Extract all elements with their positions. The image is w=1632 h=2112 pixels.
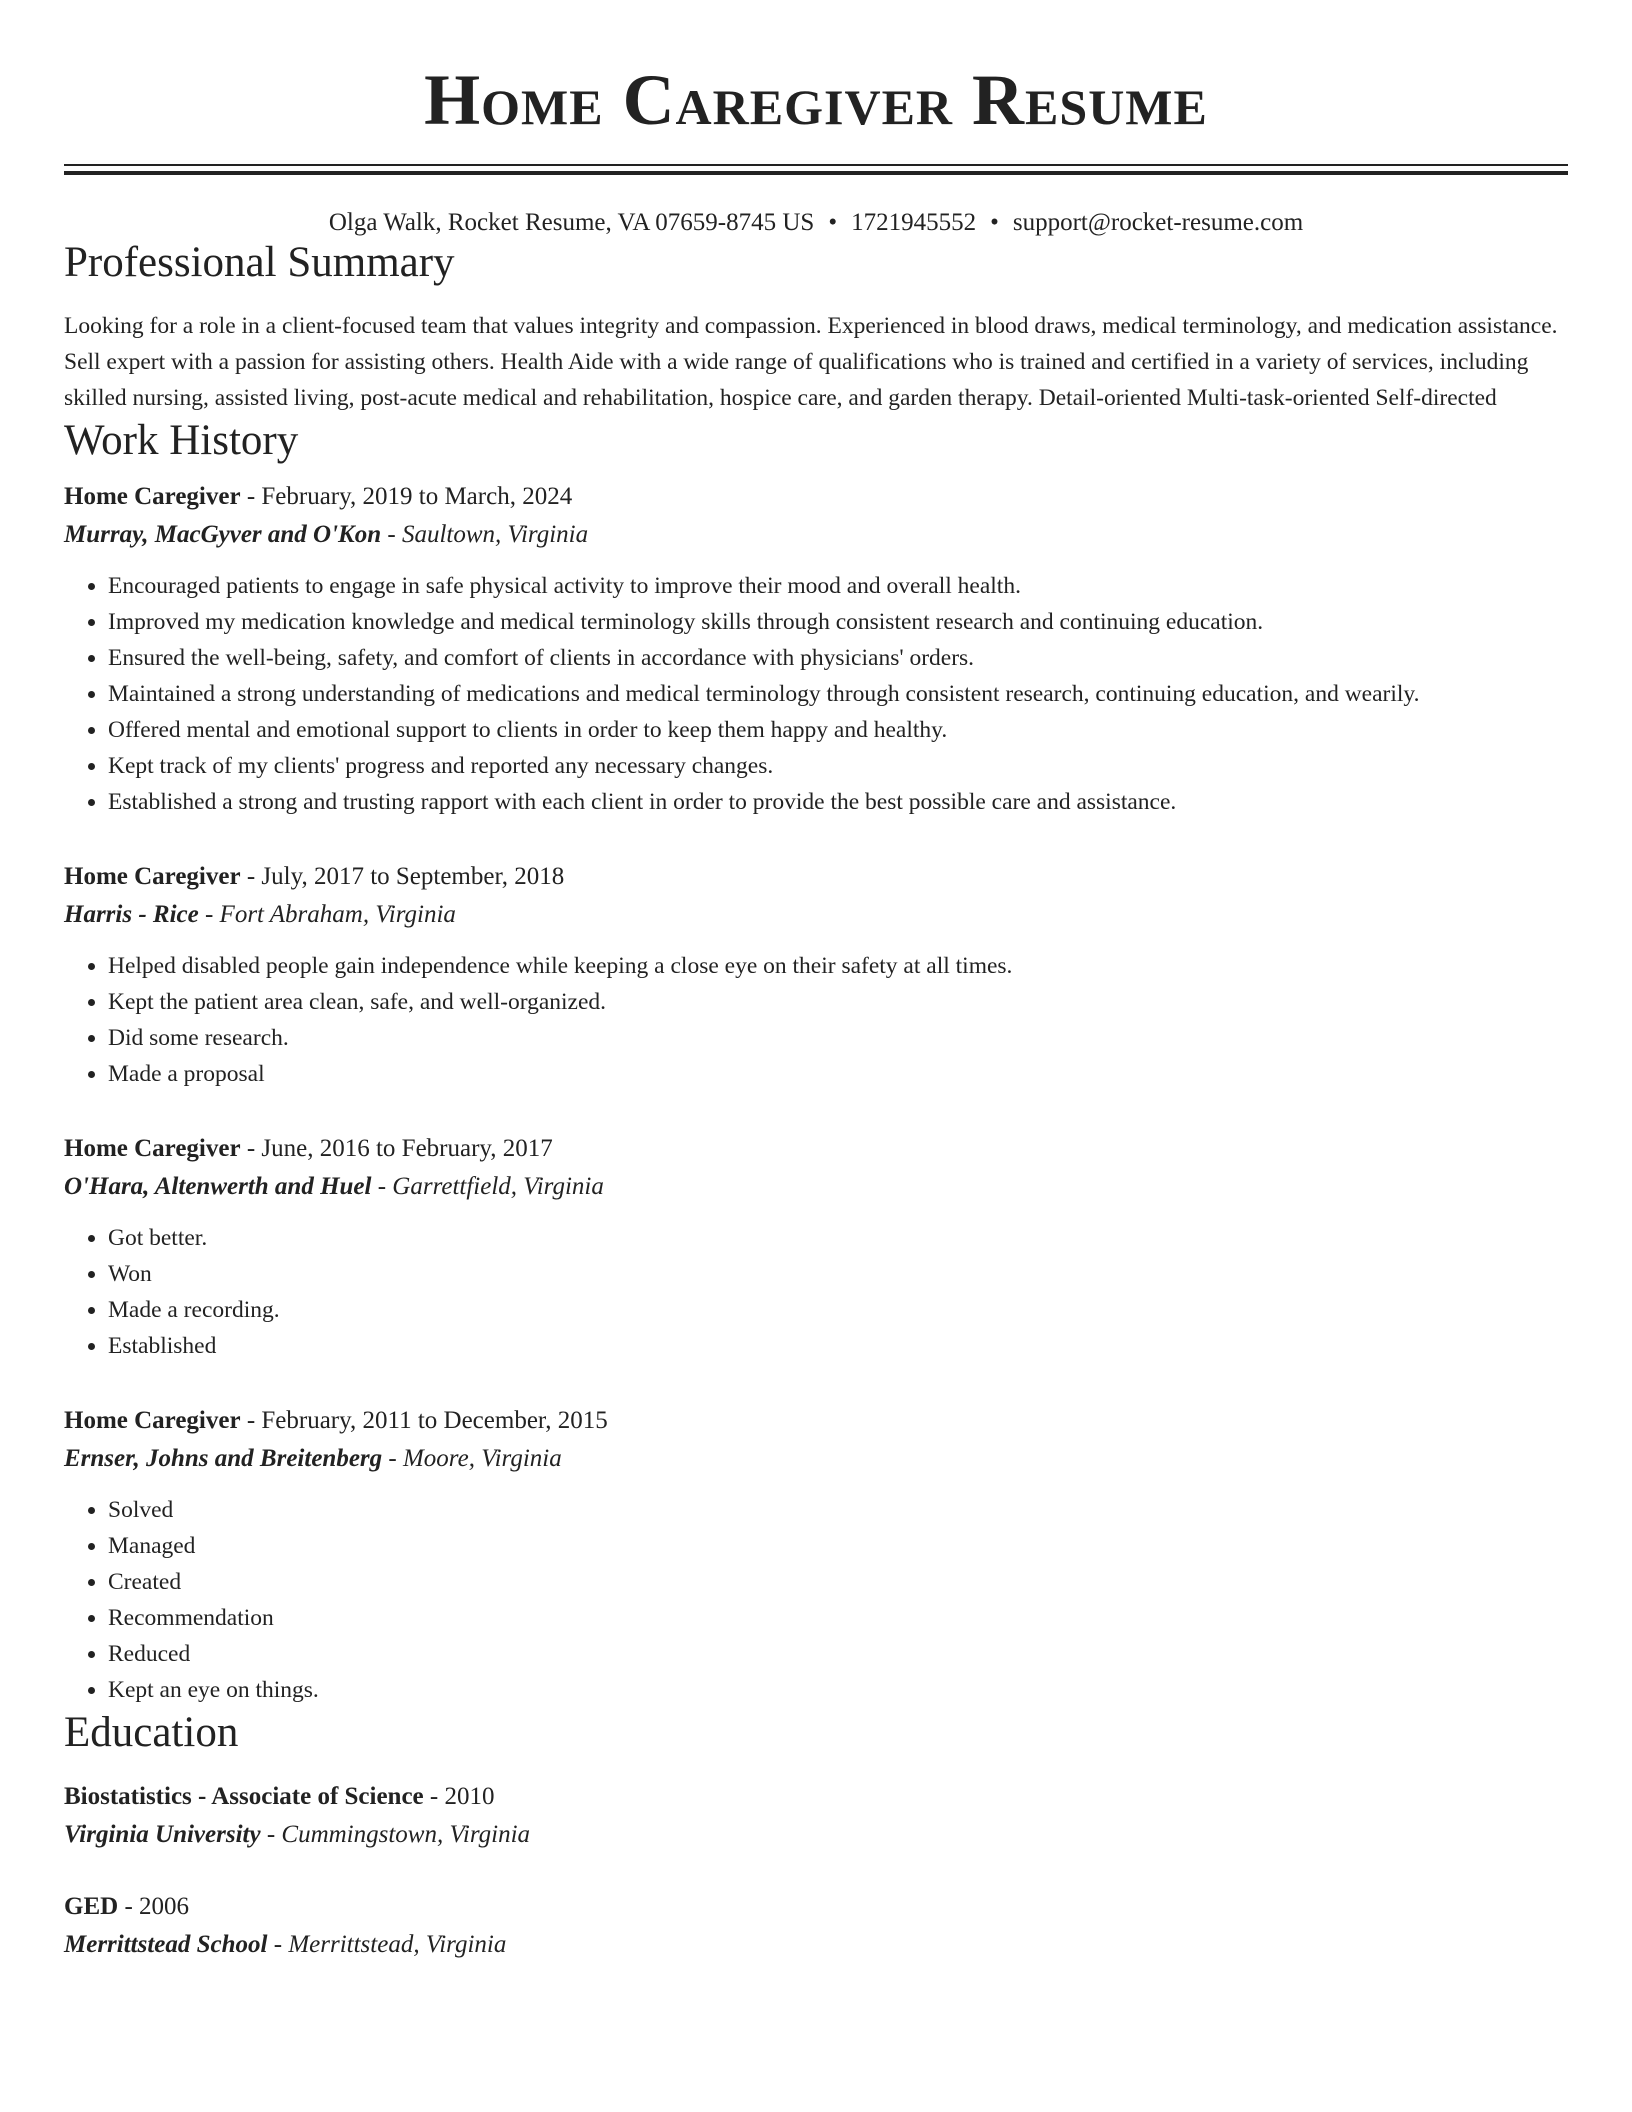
list-item: • Established bbox=[108, 1328, 1568, 1364]
list-item: • Offered mental and emotional support to clients in order to keep them happy and healthy. bbox=[108, 712, 1568, 748]
work-history-list bbox=[64, 478, 1568, 1708]
job-dates: - February, 2011 to December, 2015 bbox=[240, 1407, 608, 1434]
contact-line bbox=[64, 208, 1568, 238]
job-company-line bbox=[64, 896, 1568, 934]
job-company-line bbox=[64, 516, 1568, 554]
job-location: - Saultown, Virginia bbox=[381, 521, 589, 548]
list-item: • Kept an eye on things. bbox=[108, 1672, 1568, 1708]
list-item: • Encouraged patients to engage in safe physical activity to improve their mood and overall health. bbox=[108, 568, 1568, 604]
education-degree-line bbox=[64, 1778, 1568, 1816]
education-school: Virginia University bbox=[64, 1821, 261, 1848]
education-degree: Biostatistics - Associate of Science bbox=[64, 1783, 424, 1810]
education-entry bbox=[64, 1778, 1568, 1854]
contact-phone: 1721945552 bbox=[851, 209, 977, 236]
job-location: - Garrettfield, Virginia bbox=[371, 1173, 604, 1200]
list-item: • Improved my medication knowledge and medical terminology skills through consistent research and continuing education. bbox=[108, 604, 1568, 640]
job-title-line bbox=[64, 1402, 1568, 1440]
education-degree-line bbox=[64, 1888, 1568, 1926]
job-title-line bbox=[64, 1130, 1568, 1168]
job-company: O'Hara, Altenwerth and Huel bbox=[64, 1173, 372, 1200]
list-item: • Managed bbox=[108, 1528, 1568, 1564]
job-company: Murray, MacGyver and O'Kon bbox=[64, 521, 382, 548]
education-school-line bbox=[64, 1816, 1568, 1854]
job-dates: - February, 2019 to March, 2024 bbox=[240, 483, 573, 510]
job-role: Home Caregiver bbox=[64, 483, 241, 510]
education-heading: Education bbox=[64, 1709, 239, 1756]
list-item: • Helped disabled people gain independence while keeping a close eye on their safety at all times. bbox=[108, 948, 1568, 984]
list-item: • Did some research. bbox=[108, 1020, 1568, 1056]
job-role: Home Caregiver bbox=[64, 1407, 241, 1434]
job-dates: - July, 2017 to September, 2018 bbox=[240, 863, 565, 890]
title-rule-thin bbox=[64, 164, 1568, 166]
list-item: • Won bbox=[108, 1256, 1568, 1292]
list-item: • Maintained a strong understanding of medications and medical terminology through consistent research, continuing education, and wearily. bbox=[108, 676, 1568, 712]
job-company: Harris - Rice bbox=[64, 901, 199, 928]
job-entry bbox=[64, 1130, 1568, 1364]
list-item: • Got better. bbox=[108, 1220, 1568, 1256]
job-company: Ernser, Johns and Breitenberg bbox=[64, 1445, 383, 1472]
summary-text: Looking for a role in a client-focused team that values integrity and compassion. Experienced in blood draws, medical terminology, and medication assistance. Sell expert with a passion for assisting others. Health Aide with a wide range of qualifications who is trained and certified in a variety of services, including skilled nursing, assisted living, post-acute medical and rehabilitation, hospice care, and garden therapy. Detail-oriented Multi-task-oriented Self-directed bbox=[64, 313, 1558, 411]
list-item: • Created bbox=[108, 1564, 1568, 1600]
job-duties-list bbox=[64, 948, 1568, 1092]
job-role: Home Caregiver bbox=[64, 1135, 241, 1162]
list-item: • Kept the patient area clean, safe, and well-organized. bbox=[108, 984, 1568, 1020]
summary-heading: Professional Summary bbox=[64, 239, 455, 286]
contact-separator: • bbox=[828, 209, 838, 236]
job-entry bbox=[64, 1402, 1568, 1708]
education-location: - Merrittstead, Virginia bbox=[267, 1931, 507, 1958]
education-school-line bbox=[64, 1926, 1568, 1964]
list-item: • Made a recording. bbox=[108, 1292, 1568, 1328]
job-duties-list bbox=[64, 568, 1568, 820]
education-degree: GED bbox=[64, 1893, 119, 1920]
job-entry bbox=[64, 478, 1568, 820]
job-duties-list bbox=[64, 1220, 1568, 1364]
job-title-line bbox=[64, 858, 1568, 896]
resume-title: Home Caregiver Resume bbox=[424, 60, 1208, 140]
education-entry bbox=[64, 1888, 1568, 1964]
contact-email: support@rocket-resume.com bbox=[1012, 209, 1304, 236]
job-dates: - June, 2016 to February, 2017 bbox=[240, 1135, 553, 1162]
list-item: • Kept track of my clients' progress and reported any necessary changes. bbox=[108, 748, 1568, 784]
job-location: - Fort Abraham, Virginia bbox=[198, 901, 456, 928]
job-title-line bbox=[64, 478, 1568, 516]
education-year: - 2010 bbox=[423, 1783, 495, 1810]
contact-separator: • bbox=[990, 209, 999, 236]
list-item: • Solved bbox=[108, 1492, 1568, 1528]
list-item: • Ensured the well-being, safety, and comfort of clients in accordance with physicians' orders. bbox=[108, 640, 1568, 676]
work-history-heading: Work History bbox=[64, 417, 299, 464]
list-item: • Reduced bbox=[108, 1636, 1568, 1672]
education-school: Merrittstead School bbox=[64, 1931, 268, 1958]
job-company-line bbox=[64, 1440, 1568, 1478]
list-item: • Established a strong and trusting rapport with each client in order to provide the best possible care and assistance. bbox=[108, 784, 1568, 820]
job-entry bbox=[64, 858, 1568, 1092]
contact-address: Olga Walk, Rocket Resume, VA 07659-8745 US bbox=[328, 209, 815, 236]
title-rule-thick bbox=[64, 171, 1568, 175]
job-company-line bbox=[64, 1168, 1568, 1206]
list-item: • Recommendation bbox=[108, 1600, 1568, 1636]
education-list bbox=[64, 1778, 1568, 1964]
education-year: - 2006 bbox=[118, 1893, 190, 1920]
job-location: - Moore, Virginia bbox=[382, 1445, 562, 1472]
education-location: - Cummingstown, Virginia bbox=[260, 1821, 531, 1848]
list-item: • Made a proposal bbox=[108, 1056, 1568, 1092]
job-duties-list bbox=[64, 1492, 1568, 1708]
job-role: Home Caregiver bbox=[64, 863, 241, 890]
